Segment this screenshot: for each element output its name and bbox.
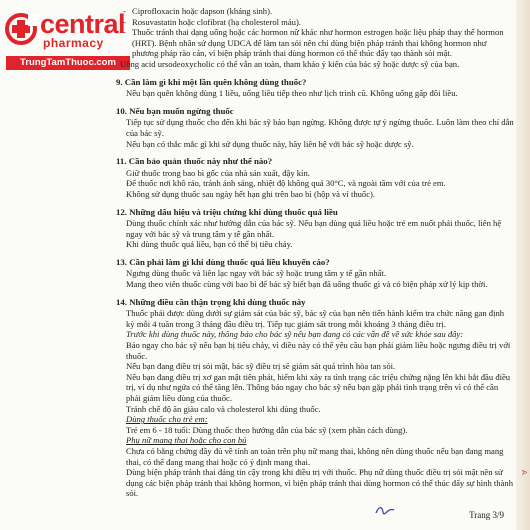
paragraph: Khi dùng thuốc quá liều, bạn có thể bị tiêu chảy. [126, 239, 293, 250]
section-heading-14: 14. Những điều cần thận trọng khi dùng thuốc này [116, 296, 306, 307]
logo-subtitle: pharmacy [43, 36, 104, 50]
paragraph: Nếu bạn đang điều trị xơ gan mật tiên phát, hiếm khi xảy ra tình trạng các triệu chứng nặng lên khi bắt đầu điều trị, ví dụ như ngứa có thể tăng lên. Thông báo ngay cho bác sỹ nếu bạn gặp phải tình trạng trên vì có thể cần phải giảm liều dùng của thuốc. [126, 371, 511, 403]
paragraph: Để thuốc nơi khô ráo, tránh ánh sáng, nhiệt độ không quá 30°C, và ngoài tầm với của trẻ em. [126, 178, 446, 189]
paragraph: Dùng thuốc chính xác như hướng dẫn của bác sỹ. Nếu bạn dùng quá liều hoặc trẻ em nuốt phải thuốc, liên hệ ngay với bác sỹ và trung tâm y tế gần nhất. [126, 218, 502, 239]
paragraph: Thuốc phải được dùng dưới sự giám sát của bác sỹ, bác sỹ của bạn nên tiến hành kiểm tra chức năng gan định kỳ mỗi 4 tuần trong 3 tháng đầu điều trị. Tiếp tục giám sát trong mỗi khoảng 3 tháng điều trị. [126, 308, 505, 329]
paragraph: Mang theo viên thuốc cùng với bao bì để bác sỹ biết bạn đã uống thuốc gì và có biện pháp xử lý kịp thời. [126, 279, 488, 290]
paragraph: Trẻ em 6 - 18 tuổi: Dùng thuốc theo hướng dẫn của bác sỹ (xem phần cách dùng). [126, 424, 408, 435]
paragraph: Không sử dụng thuốc sau ngày hết hạn ghi trên bao bì (hộp và vỉ thuốc). [126, 188, 376, 199]
section-heading-10: 10. Nếu bạn muốn ngừng thuốc [116, 105, 234, 116]
bullet-item: - Ciprofloxacin hoặc dapson (kháng sinh). [116, 6, 514, 17]
bullet-item: - Thuốc tránh thai dạng uống hoặc các hormon nữ khác như hormon estrogen hoặc liệu pháp thay thế hormon (HRT). Bệnh nhân sử dụng UDCA để làm tan sỏi nên chỉ dùng biện pháp tránh thai không hormon như phương pháp rào cản, vì biện pháp tránh thai dùng hormon có thể thúc đẩy tạo thành sỏi mật. [116, 27, 514, 59]
logo-name: central [40, 9, 126, 39]
subheading-children: Dùng thuốc cho trẻ em: [126, 414, 208, 425]
paragraph: Nếu bạn quên không dùng 1 liều, uống liều tiếp theo như lịch trình cũ. Không uống gấp đôi liều. [126, 88, 458, 99]
document-body [116, 6, 514, 499]
cross-logo-icon [4, 12, 38, 46]
paragraph: Chưa có bằng chứng đầy đủ về tính an toàn trên phụ nữ mang thai, không nên dùng thuốc nếu bạn đang mang thai, có thể đang mang thai hoặc có ý định mang thai. [126, 445, 504, 467]
bullet-item: - Rosuvastatin hoặc clofibrat (hạ cholesterol máu). [116, 17, 514, 28]
section-heading-9: 9. Cần làm gì khi một lần quên không dùng thuốc? [116, 76, 307, 87]
edge-stamp: A [520, 470, 528, 475]
paragraph: Báo ngay cho bác sỹ nếu bạn bị tiêu chảy, vì điều này có thể yêu cầu bạn phải giảm liều hoặc ngưng điều trị với thuốc. [126, 340, 511, 361]
section-heading-13: 13. Cần phải làm gì khi dùng thuốc quá liều khuyến cáo? [116, 256, 330, 267]
paragraph: Tiếp tục sử dụng thuốc cho đến khi bác sỹ bảo bạn ngừng. Không được tự ý ngừng thuốc. Luôn làm theo chỉ dẫn của bác sỹ. [126, 117, 514, 138]
paragraph: Ngưng dùng thuốc và liên lạc ngay với bác sỹ hoặc trung tâm y tế gần nhất. [126, 268, 387, 279]
note-paragraph: Uống acid ursodeoxycholic có thể vẫn an toàn, tham khảo ý kiến của bác sỹ hoặc dược sỹ của bạn. [120, 58, 460, 69]
paragraph: Giữ thuốc trong bao bì gốc của nhà sản xuất, đậy kín. [126, 167, 310, 178]
logo-site-bar: TrungTamThuoc.com [6, 56, 130, 70]
paragraph: Tránh chế độ ăn giàu calo và cholesterol khi dùng thuốc. [126, 403, 321, 414]
paragraph: Nếu bạn có thắc mắc gì khi sử dụng thuốc này, hãy liên hệ với bác sỹ hoặc dược sỹ. [126, 138, 414, 149]
subheading-pregnancy: Phụ nữ mang thai hoặc cho con bú [126, 435, 247, 446]
italic-paragraph: Trước khi dùng thuốc này, thông báo cho bác sỹ nếu bạn đang có các vấn đề về sức khỏe sau đây: [126, 329, 464, 340]
paragraph: Dùng biện pháp tránh thai đáng tin cậy trong khi điều trị với thuốc. Phụ nữ dùng thuốc điều trị sỏi mật nên sử dụng các biện pháp tránh thai không hormon, vì biện pháp tránh thai dùng hormon có thể thúc đẩy sự hình thành sỏi. [126, 467, 513, 499]
paragraph: Nếu bạn đang điều trị sỏi mật, bác sỹ điều trị sẽ giám sát quá trình hòa tan sỏi. [126, 361, 396, 372]
page-edge [516, 0, 530, 530]
section-heading-12: 12. Những dấu hiệu và triệu chứng khi dùng thuốc quá liều [116, 206, 338, 217]
page-number: Trang 3/9 [469, 510, 504, 520]
signature-mark-icon [374, 504, 396, 516]
section-heading-11: 11. Cần bảo quản thuốc này như thế nào? [116, 156, 273, 167]
